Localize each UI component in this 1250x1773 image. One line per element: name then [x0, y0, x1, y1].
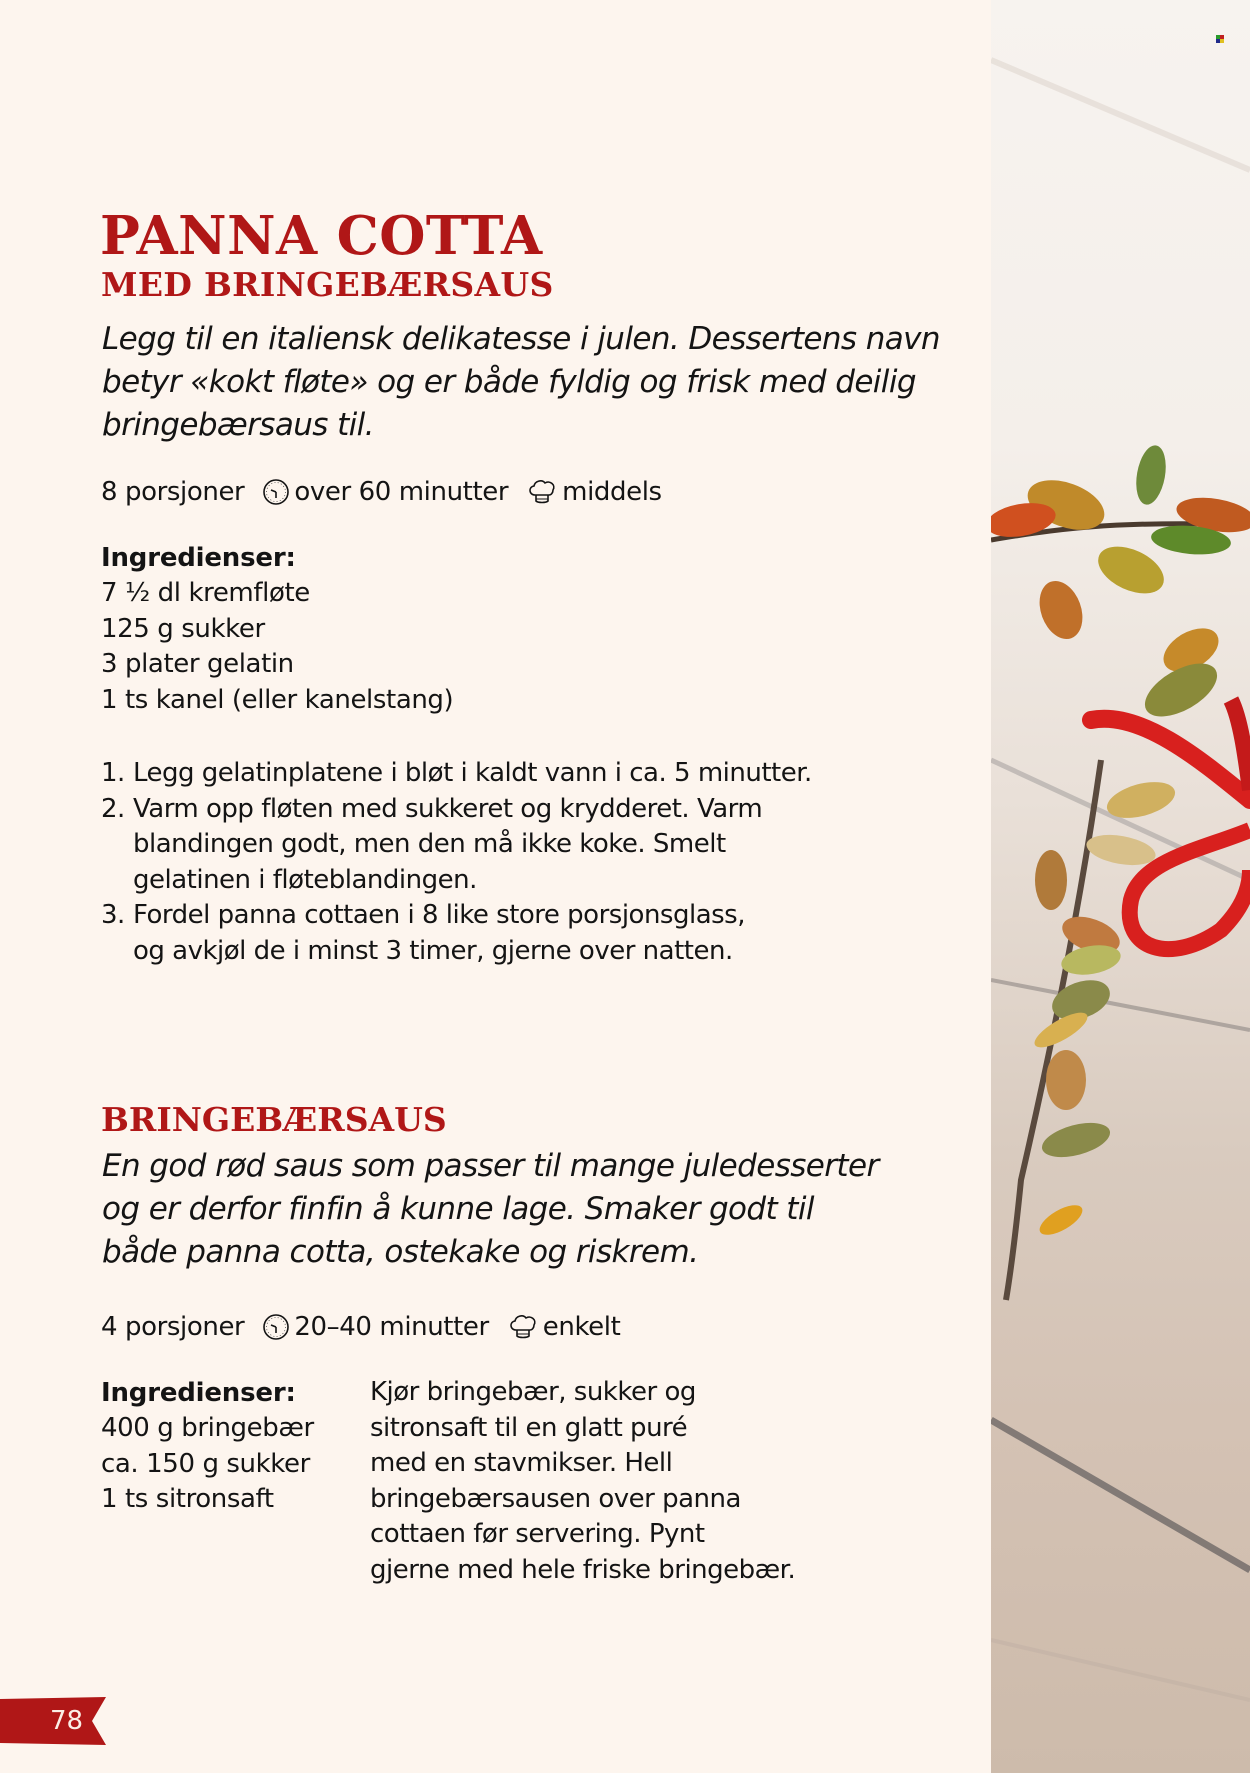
- method-line: cottaen før servering. Pynt: [370, 1519, 705, 1549]
- method-line: Kjør bringebær, sukker og: [370, 1377, 696, 1407]
- sauce-title: BRINGEBÆRSAUS: [101, 1100, 447, 1139]
- ingredients-heading: Ingredienser:: [101, 1378, 296, 1408]
- step-item: [101, 756, 861, 792]
- recipe-meta: [101, 476, 662, 508]
- prep-time: 20–40 minutter: [294, 1312, 489, 1342]
- step-line: blandingen godt, men den må ikke koke. Smelt: [133, 829, 726, 859]
- method-line: bringebærsausen over panna: [370, 1483, 741, 1514]
- intro-line: Legg til en italiensk delikatesse i julen. Dessertens navn: [102, 321, 940, 357]
- ingredient-item: 125 g sukker: [101, 613, 265, 644]
- intro-line: både panna cotta, ostekake og riskrem.: [102, 1234, 699, 1270]
- sauce-ingredients-list: [101, 1411, 314, 1518]
- step-number: 1.: [101, 758, 125, 788]
- ingredient-item: ca. 150 g sukker: [101, 1448, 310, 1479]
- ingredients-heading: Ingredienser:: [101, 543, 296, 573]
- intro-line: En god rød saus som passer til mange juledesserter: [102, 1148, 879, 1184]
- sauce-method: [370, 1375, 795, 1588]
- ingredient-item: 400 g bringebær: [101, 1413, 314, 1443]
- step-line: Fordel panna cottaen i 8 like store porsjonsglass,: [133, 900, 745, 930]
- page-number-ribbon: [0, 1697, 108, 1745]
- step-line: gelatinen i fløteblandingen.: [133, 864, 477, 895]
- step-number: 2.: [101, 793, 125, 824]
- difficulty: enkelt: [542, 1312, 621, 1342]
- step-item: [101, 898, 861, 969]
- step-line: og avkjøl de i minst 3 timer, gjerne over natten.: [133, 935, 733, 966]
- method-line: med en stavmikser. Hell: [370, 1448, 673, 1478]
- servings: 4 porsjoner: [101, 1312, 245, 1342]
- colorbar-mark: [1216, 35, 1224, 43]
- intro-line: og er derfor finfin å kunne lage. Smaker godt til: [102, 1191, 814, 1227]
- step-line: Varm opp fløten med sukkeret og krydderet. Varm: [133, 793, 763, 824]
- ingredient-item: 3 plater gelatin: [101, 649, 294, 679]
- recipe-subtitle: MED BRINGEBÆRSAUS: [101, 265, 554, 304]
- step-item: [101, 792, 861, 899]
- ingredient-item: 7 ½ dl kremfløte: [101, 578, 310, 608]
- step-number: 3.: [101, 900, 125, 930]
- servings: 8 porsjoner: [101, 477, 245, 507]
- ingredient-item: 1 ts kanel (eller kanelstang): [101, 684, 454, 715]
- ingredient-item: 1 ts sitronsaft: [101, 1484, 274, 1514]
- intro-line: betyr «kokt fløte» og er både fyldig og frisk med deilig: [102, 364, 916, 400]
- recipe-intro: [102, 318, 982, 447]
- sauce-intro: [102, 1145, 982, 1274]
- method-line: sitronsaft til en glatt puré: [370, 1412, 688, 1443]
- clock-icon: [262, 1313, 290, 1341]
- chef-hat-icon: [526, 478, 558, 506]
- page-number: 78: [50, 1706, 84, 1736]
- decorative-photo: [991, 0, 1250, 1773]
- prep-time: over 60 minutter: [294, 477, 509, 507]
- sauce-meta: [101, 1311, 620, 1343]
- method-line: gjerne med hele friske bringebær.: [370, 1554, 796, 1585]
- difficulty: middels: [562, 477, 662, 507]
- clock-icon: [262, 478, 290, 506]
- steps-list: [101, 756, 861, 969]
- recipe-title: PANNA COTTA: [100, 205, 543, 267]
- step-line: Legg gelatinplatene i bløt i kaldt vann i ca. 5 minutter.: [133, 758, 812, 788]
- chef-hat-icon: [507, 1313, 539, 1341]
- ingredients-list: [101, 576, 453, 718]
- intro-line: bringebærsaus til.: [102, 407, 374, 443]
